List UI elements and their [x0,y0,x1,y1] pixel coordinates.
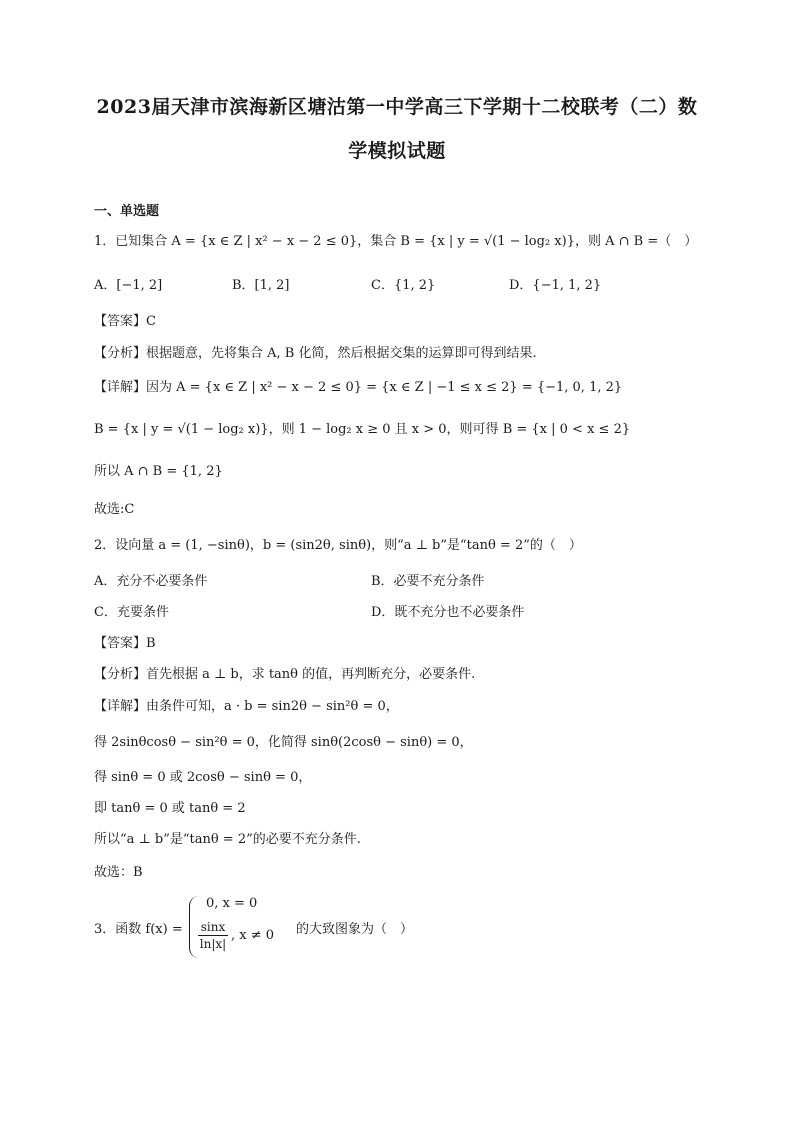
q1-detail-1: 【详解】因为 A = {x ∈ Z | x² − x − 2 ≤ 0} = {x ∈ Z | −1 ≤ x ≤ 2} = {−1, 0, 1, 2} [94,380,623,395]
q1-stem: 1．已知集合 A = {x ∈ Z | x² − x − 2 ≤ 0}，集合 B = {x | y = √(1 − log₂ x)}，则 A ∩ B =（ ） [94,234,698,249]
page-title [60,85,734,173]
q3-denominator: ln|x| [199,937,227,951]
q1-option-d: D．{−1, 1, 2} [509,278,602,293]
section-heading: 一、单选题 [94,204,160,219]
q2-option-a: A．充分不必要条件 [94,574,208,589]
q1-option-a: A．[−1, 2] [94,278,163,293]
q3-stem [94,896,454,966]
q2-option-d: D．既不充分也不必要条件 [371,605,525,620]
q3-suffix: 的大致图象为（ ） [296,922,414,937]
title-line-1: 2023届天津市滨海新区塘沽第一中学高三下学期十二校联考（二）数 [96,96,698,118]
q2-detail-3: 得 sinθ = 0 或 2cosθ − sinθ = 0， [94,770,312,785]
q1-option-b: B．[1, 2] [232,278,290,293]
q1-detail-3: 所以 A ∩ B = {1, 2} [94,464,223,479]
q2-detail-1: 【详解】由条件可知，a · b = sin2θ − sin²θ = 0， [94,699,399,714]
fraction-bar [198,935,228,936]
title-line-2: 学模拟试题 [348,140,446,162]
q3-case-1: 0, x = 0 [206,896,258,911]
q2-detail-2: 得 2sinθcosθ − sin²θ = 0，化简得 sinθ(2cosθ − sinθ) = 0， [94,735,473,750]
q2-detail-4: 即 tanθ = 0 或 tanθ = 2 [94,801,246,816]
q2-choose: 故选：B [94,865,143,880]
q2-option-c: C．充要条件 [94,605,169,620]
q2-option-b: B．必要不充分条件 [371,574,485,589]
q2-answer: 【答案】B [94,636,156,651]
q3-case-2-condition: , x ≠ 0 [231,928,275,943]
q2-detail-5: 所以“a ⊥ b”是“tanθ = 2”的必要不充分条件. [94,832,361,847]
q1-choose: 故选:C [94,502,135,517]
q3-prefix: 3．函数 f(x) = [94,922,183,937]
q1-detail-2: B = {x | y = √(1 − log₂ x)}，则 1 − log₂ x ≥ 0 且 x > 0，则可得 B = {x | 0 < x ≤ 2} [94,422,631,437]
q3-numerator: sinx [200,920,226,934]
q2-stem: 2．设向量 a = (1, −sinθ)，b = (sin2θ, sinθ)，则“a ⊥ b”是“tanθ = 2”的（ ） [94,538,582,553]
q1-answer: 【答案】C [94,314,156,329]
q1-option-c: C．{1, 2} [371,278,436,293]
q2-analysis: 【分析】首先根据 a ⊥ b，求 tanθ 的值，再判断充分，必要条件. [94,667,476,682]
q1-analysis: 【分析】根据题意，先将集合 A, B 化简，然后根据交集的运算即可得到结果. [94,346,537,361]
q3-fraction [198,920,228,951]
